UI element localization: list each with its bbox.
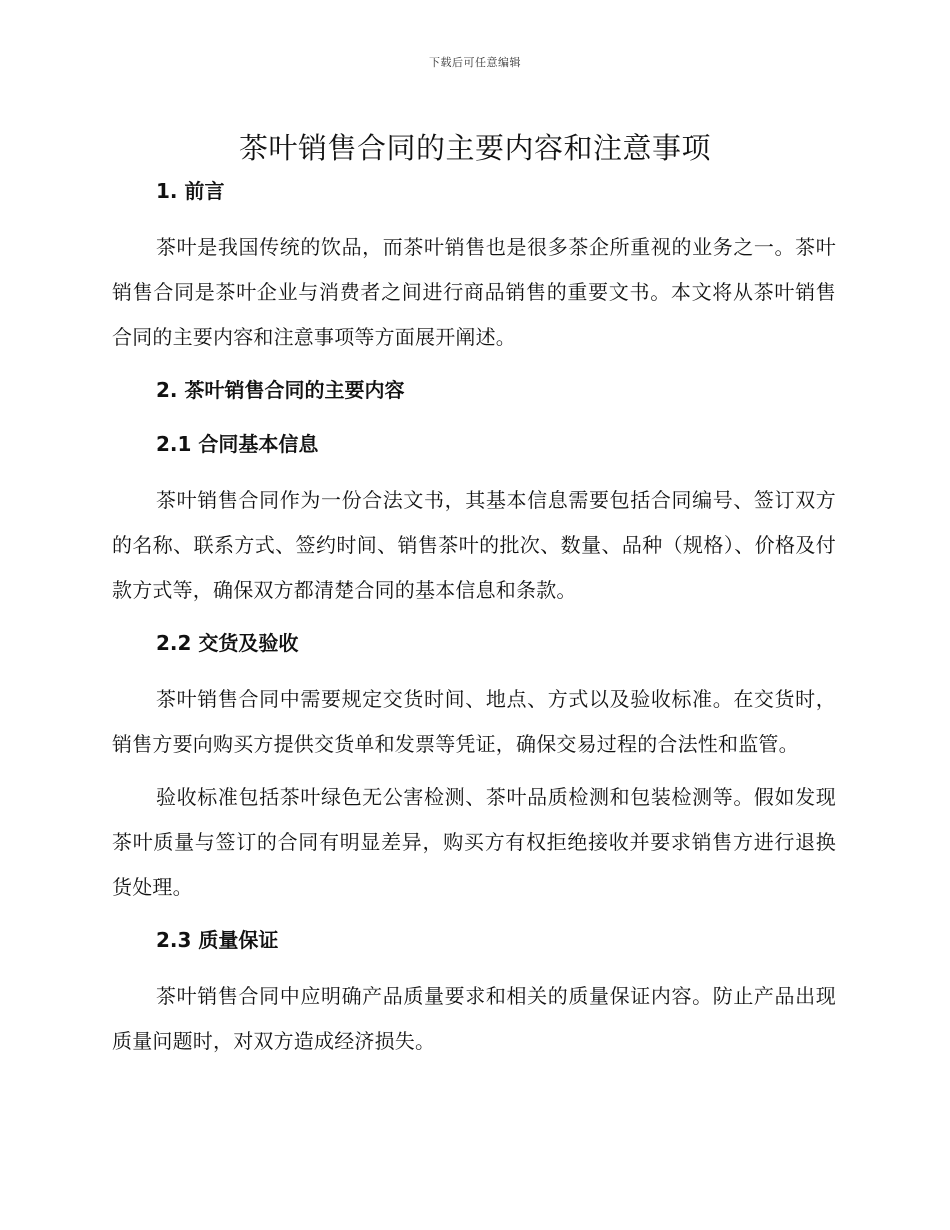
section-2-1 xyxy=(112,429,836,613)
paragraph-2-2-2: 验收标准包括茶叶绿色无公害检测、茶叶品质检测和包装检测等。假如发现茶叶质量与签订的合同有明显差异，购买方有权拒绝接收并要求销售方进行退换货处理。 xyxy=(112,785,836,899)
paragraph-2-3-1: 茶叶销售合同中应明确产品质量要求和相关的质量保证内容。防止产品出现质量问题时，对双方造成经济损失。 xyxy=(112,984,836,1053)
section-heading-2-3: 2.3 质量保证 xyxy=(156,928,279,952)
paragraph-2-1-1: 茶叶销售合同作为一份合法文书，其基本信息需要包括合同编号、签订双方的名称、联系方式、签约时间、销售茶叶的批次、数量、品种（规格）、价格及付款方式等，确保双方都清楚合同的基本信息和条款。 xyxy=(112,488,836,602)
section-2-3 xyxy=(112,925,836,1064)
section-heading-2: 2. 茶叶销售合同的主要内容 xyxy=(156,378,405,402)
paragraph-2-2-1: 茶叶销售合同中需要规定交货时间、地点、方式以及验收标准。在交货时，销售方要向购买方提供交货单和发票等凭证，确保交易过程的合法性和监管。 xyxy=(112,687,836,756)
header-note: 下载后可任意编辑 xyxy=(429,56,521,69)
section-heading-2-1: 2.1 合同基本信息 xyxy=(156,432,319,456)
section-2 xyxy=(112,375,836,405)
section-1 xyxy=(112,176,836,360)
document-title: 茶叶销售合同的主要内容和注意事项 xyxy=(238,131,711,165)
section-2-2 xyxy=(112,628,836,910)
paragraph-1-1: 茶叶是我国传统的饮品，而茶叶销售也是很多茶企所重视的业务之一。茶叶销售合同是茶叶企业与消费者之间进行商品销售的重要文书。本文将从茶叶销售合同的主要内容和注意事项等方面展开阐述。 xyxy=(112,235,836,349)
document-body xyxy=(112,176,836,1064)
section-heading-1: 1. 前言 xyxy=(156,179,225,203)
section-heading-2-2: 2.2 交货及验收 xyxy=(156,631,299,655)
